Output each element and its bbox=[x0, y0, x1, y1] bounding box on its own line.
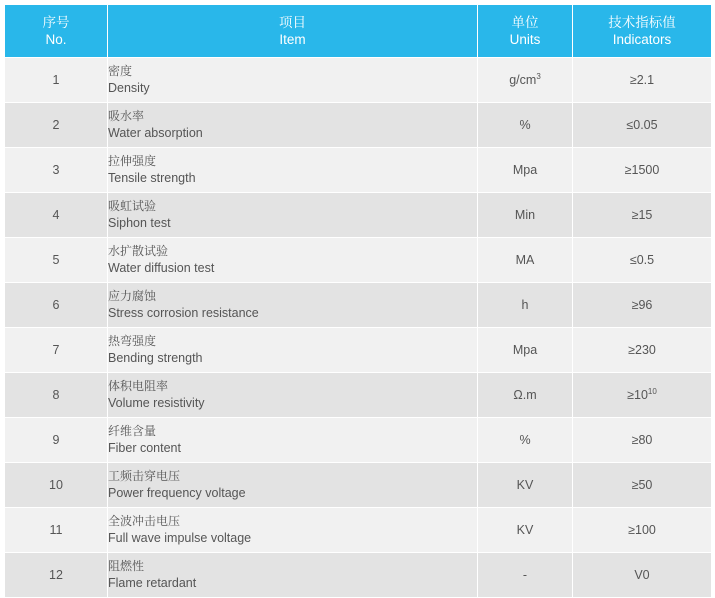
cell-units: $g/cm^3$ bbox=[478, 58, 573, 103]
item-label-cn: 应力腐蚀 bbox=[108, 289, 157, 303]
cell-item bbox=[108, 58, 478, 103]
cell-units: - bbox=[478, 553, 573, 598]
cell-item bbox=[108, 463, 478, 508]
cell-no: 9 bbox=[5, 418, 108, 463]
cell-no: 2 bbox=[5, 103, 108, 148]
cell-indicator: ≥2.1 bbox=[573, 58, 712, 103]
cell-units: h bbox=[478, 283, 573, 328]
item-label-cn: 吸水率 bbox=[108, 109, 145, 123]
item-label-en: Water absorption bbox=[108, 126, 203, 140]
cell-indicator: ≥50 bbox=[573, 463, 712, 508]
cell-no: 12 bbox=[5, 553, 108, 598]
column-header-item-en: Item bbox=[279, 32, 306, 47]
cell-indicator: $\ge 10^{10}$ bbox=[573, 373, 712, 418]
cell-item bbox=[108, 508, 478, 553]
cell-units: KV bbox=[478, 508, 573, 553]
table-row bbox=[5, 148, 712, 193]
cell-indicator: ≥100 bbox=[573, 508, 712, 553]
column-header-indicators-en: Indicators bbox=[612, 32, 672, 47]
cell-item bbox=[108, 103, 478, 148]
item-label-en: Siphon test bbox=[108, 216, 171, 230]
cell-no: 3 bbox=[5, 148, 108, 193]
cell-no: 7 bbox=[5, 328, 108, 373]
item-label-cn: 全波冲击电压 bbox=[108, 514, 181, 528]
item-label-cn: 水扩散试验 bbox=[108, 244, 169, 258]
cell-indicator: ≥80 bbox=[573, 418, 712, 463]
column-header-units-cn: 单位 bbox=[511, 15, 539, 30]
cell-units: KV bbox=[478, 463, 573, 508]
cell-indicator: ≥1500 bbox=[573, 148, 712, 193]
item-label-cn: 热弯强度 bbox=[108, 334, 157, 348]
cell-indicator: ≥230 bbox=[573, 328, 712, 373]
cell-no: 1 bbox=[5, 58, 108, 103]
item-label-cn: 工频击穿电压 bbox=[108, 469, 181, 483]
item-label-en: Full wave impulse voltage bbox=[108, 531, 252, 545]
table-row bbox=[5, 193, 712, 238]
cell-units: % bbox=[478, 103, 573, 148]
table-body bbox=[5, 58, 712, 598]
cell-no: 11 bbox=[5, 508, 108, 553]
cell-no: 5 bbox=[5, 238, 108, 283]
table-row bbox=[5, 283, 712, 328]
table-row bbox=[5, 238, 712, 283]
cell-indicator: ≥15 bbox=[573, 193, 712, 238]
item-label-en: Stress corrosion resistance bbox=[108, 306, 259, 320]
item-label-cn: 纤维含量 bbox=[108, 424, 157, 438]
cell-item bbox=[108, 553, 478, 598]
item-label-en: Bending strength bbox=[108, 351, 203, 365]
cell-indicator: V0 bbox=[573, 553, 712, 598]
table-header bbox=[5, 5, 712, 58]
cell-item bbox=[108, 283, 478, 328]
column-header-item-cn: 项目 bbox=[279, 15, 306, 30]
column-header-no bbox=[5, 5, 108, 58]
cell-units: Mpa bbox=[478, 328, 573, 373]
item-label-en: Tensile strength bbox=[108, 171, 196, 185]
cell-units: % bbox=[478, 418, 573, 463]
cell-no: 4 bbox=[5, 193, 108, 238]
cell-no: 8 bbox=[5, 373, 108, 418]
item-label-cn: 密度 bbox=[108, 64, 133, 78]
column-header-item bbox=[108, 5, 478, 58]
cell-item bbox=[108, 193, 478, 238]
table-row bbox=[5, 463, 712, 508]
cell-units: Ω.m bbox=[478, 373, 573, 418]
cell-no: 10 bbox=[5, 463, 108, 508]
header-row bbox=[5, 5, 712, 58]
cell-item bbox=[108, 328, 478, 373]
table-row bbox=[5, 103, 712, 148]
cell-units: MA bbox=[478, 238, 573, 283]
cell-item bbox=[108, 238, 478, 283]
column-header-no-cn: 序号 bbox=[42, 15, 70, 30]
item-label-cn: 体积电阻率 bbox=[108, 379, 169, 393]
column-header-indicators-cn: 技术指标值 bbox=[608, 15, 676, 30]
cell-item bbox=[108, 418, 478, 463]
cell-indicator: ≤0.5 bbox=[573, 238, 712, 283]
column-header-units-en: Units bbox=[509, 32, 541, 47]
cell-units: Min bbox=[478, 193, 573, 238]
item-label-en: Power frequency voltage bbox=[108, 486, 246, 500]
cell-item bbox=[108, 373, 478, 418]
table-row bbox=[5, 418, 712, 463]
table-row bbox=[5, 328, 712, 373]
item-label-cn: 吸虹试验 bbox=[108, 199, 157, 213]
cell-item bbox=[108, 148, 478, 193]
item-label-en: Density bbox=[108, 81, 150, 95]
item-label-cn: 阻燃性 bbox=[108, 559, 145, 573]
cell-no: 6 bbox=[5, 283, 108, 328]
item-label-cn: 拉伸强度 bbox=[108, 154, 157, 168]
item-label-en: Flame retardant bbox=[108, 576, 197, 590]
specification-table bbox=[4, 4, 712, 598]
column-header-units bbox=[478, 5, 573, 58]
item-label-en: Fiber content bbox=[108, 441, 181, 455]
item-label-en: Water diffusion test bbox=[108, 261, 215, 275]
table-row bbox=[5, 508, 712, 553]
table-row bbox=[5, 58, 712, 103]
cell-units: Mpa bbox=[478, 148, 573, 193]
column-header-indicators bbox=[573, 5, 712, 58]
column-header-no-en: No. bbox=[45, 32, 67, 47]
cell-indicator: ≤0.05 bbox=[573, 103, 712, 148]
table-row bbox=[5, 553, 712, 598]
table-row bbox=[5, 373, 712, 418]
item-label-en: Volume resistivity bbox=[108, 396, 205, 410]
cell-indicator: ≥96 bbox=[573, 283, 712, 328]
